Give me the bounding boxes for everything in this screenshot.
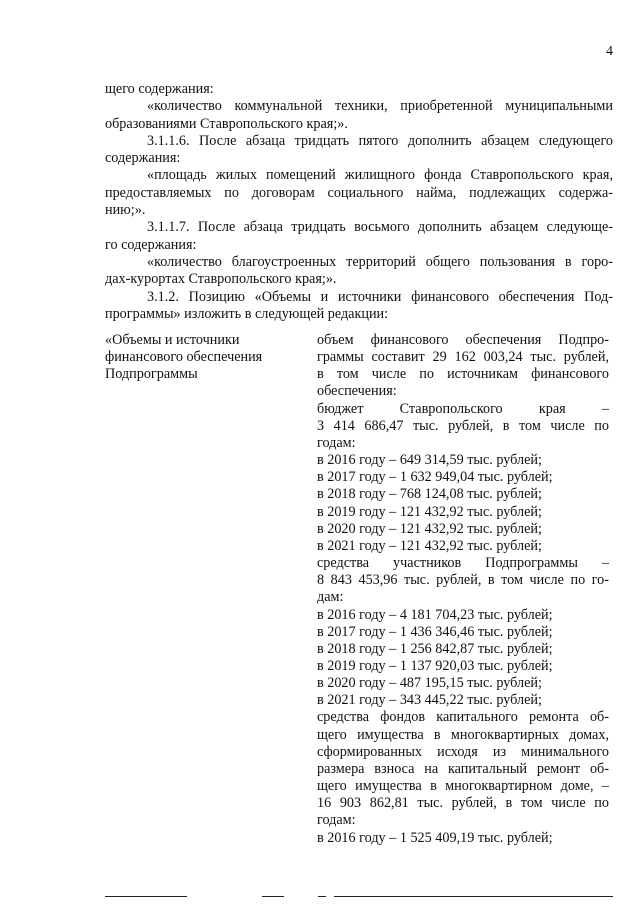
- table-label-line: «Объемы и источники: [105, 332, 240, 348]
- clause-line: содержания:: [105, 150, 181, 167]
- clause-line: 3.1.1.7. После абзаца тридцать восьмого дополнить абзацем следующе-: [147, 219, 613, 236]
- table-value-line: в том числе по источникам финансового: [317, 366, 609, 383]
- table-value-line: щего имущества в многоквартирном доме, –: [317, 778, 609, 795]
- table-value-line: в 2020 году – 487 195,15 тыс. рублей;: [317, 675, 542, 692]
- table-value-line: в 2017 году – 1 632 949,04 тыс. рублей;: [317, 469, 553, 486]
- table-value-line: в 2019 году – 121 432,92 тыс. рублей;: [317, 503, 542, 520]
- footer-rule: [262, 896, 284, 897]
- table-value-line: в 2021 году – 343 445,22 тыс. рублей;: [317, 692, 542, 709]
- quote-line: предоставляемых по договорам социального найма, подлежащих содержа-: [105, 184, 613, 201]
- paragraph-continuation: щего содержания:: [105, 81, 214, 97]
- table-value-line: щего имущества в многоквартирных домах,: [317, 726, 609, 743]
- footer-rule: [105, 896, 187, 897]
- clause-line: программы» изложить в следующей редакции:: [105, 305, 389, 322]
- table-value-line: 16 903 862,81 тыс. рублей, в том числе по: [317, 795, 609, 812]
- table-value-column: [317, 332, 609, 847]
- table-value-line: сформированных исходя из минимального: [317, 743, 609, 760]
- footer-rule: [318, 896, 326, 897]
- table-value-line: 8 843 453,96 тыс. рублей, в том числе по го-: [317, 572, 609, 589]
- clause-line: 3.1.2. Позицию «Объемы и источники финансового обеспечения Под-: [147, 288, 613, 305]
- table-value-line: объем финансового обеспечения Подпро-: [317, 332, 609, 348]
- table-value-line: бюджет Ставропольского края –: [317, 400, 609, 417]
- table-value-line: 3 414 686,47 тыс. рублей, в том числе по: [317, 417, 609, 434]
- clause-line: 3.1.1.6. После абзаца тридцать пятого дополнить абзацем следующего: [147, 132, 613, 149]
- table-value-line: граммы составит 29 162 003,24 тыс. рублей,: [317, 349, 609, 366]
- table-value-line: размера взноса на капитальный ремонт об-: [317, 760, 609, 777]
- quote-line: образованиями Ставропольского края;».: [105, 115, 348, 132]
- table-value-line: обеспечения:: [317, 383, 397, 400]
- quote-line: «площадь жилых помещений жилищного фонда Ставропольского края,: [147, 167, 613, 184]
- table-value-line: в 2020 году – 121 432,92 тыс. рублей;: [317, 520, 542, 537]
- table-value-line: в 2018 году – 1 256 842,87 тыс. рублей;: [317, 640, 553, 657]
- table-value-line: в 2017 году – 1 436 346,46 тыс. рублей;: [317, 623, 553, 640]
- table-value-line: в 2016 году – 1 525 409,19 тыс. рублей;: [317, 829, 553, 846]
- table-value-line: в 2021 году – 121 432,92 тыс. рублей;: [317, 537, 542, 554]
- table-value-line: в 2018 году – 768 124,08 тыс. рублей;: [317, 486, 542, 503]
- table-value-line: дам:: [317, 589, 344, 606]
- document-body: [105, 81, 613, 323]
- table-label-column: [105, 332, 293, 847]
- table-value-line: годам:: [317, 434, 356, 451]
- table-value-line: в 2016 году – 4 181 704,23 тыс. рублей;: [317, 606, 553, 623]
- table-label-line: финансового обеспечения: [105, 349, 263, 366]
- table-value-line: в 2016 году – 649 314,59 тыс. рублей;: [317, 452, 542, 469]
- table-value-line: в 2019 году – 1 137 920,03 тыс. рублей;: [317, 657, 553, 674]
- quote-line: «количество коммунальной техники, приобретенной муниципальными: [147, 98, 613, 115]
- table-label-line: Подпрограммы: [105, 366, 198, 383]
- funding-table: [105, 332, 613, 847]
- quote-line: нию;».: [105, 202, 146, 219]
- quote-line: дах-курортах Ставропольского края;».: [105, 271, 337, 288]
- table-value-line: средства фондов капитального ремонта об-: [317, 709, 609, 726]
- page-number: 4: [606, 44, 613, 59]
- footer-rule: [334, 896, 613, 897]
- table-value-line: средства участников Подпрограммы –: [317, 555, 609, 572]
- clause-line: го содержания:: [105, 236, 197, 253]
- quote-line: «количество благоустроенных территорий общего пользования в горо-: [147, 253, 613, 270]
- table-value-line: годам:: [317, 812, 356, 829]
